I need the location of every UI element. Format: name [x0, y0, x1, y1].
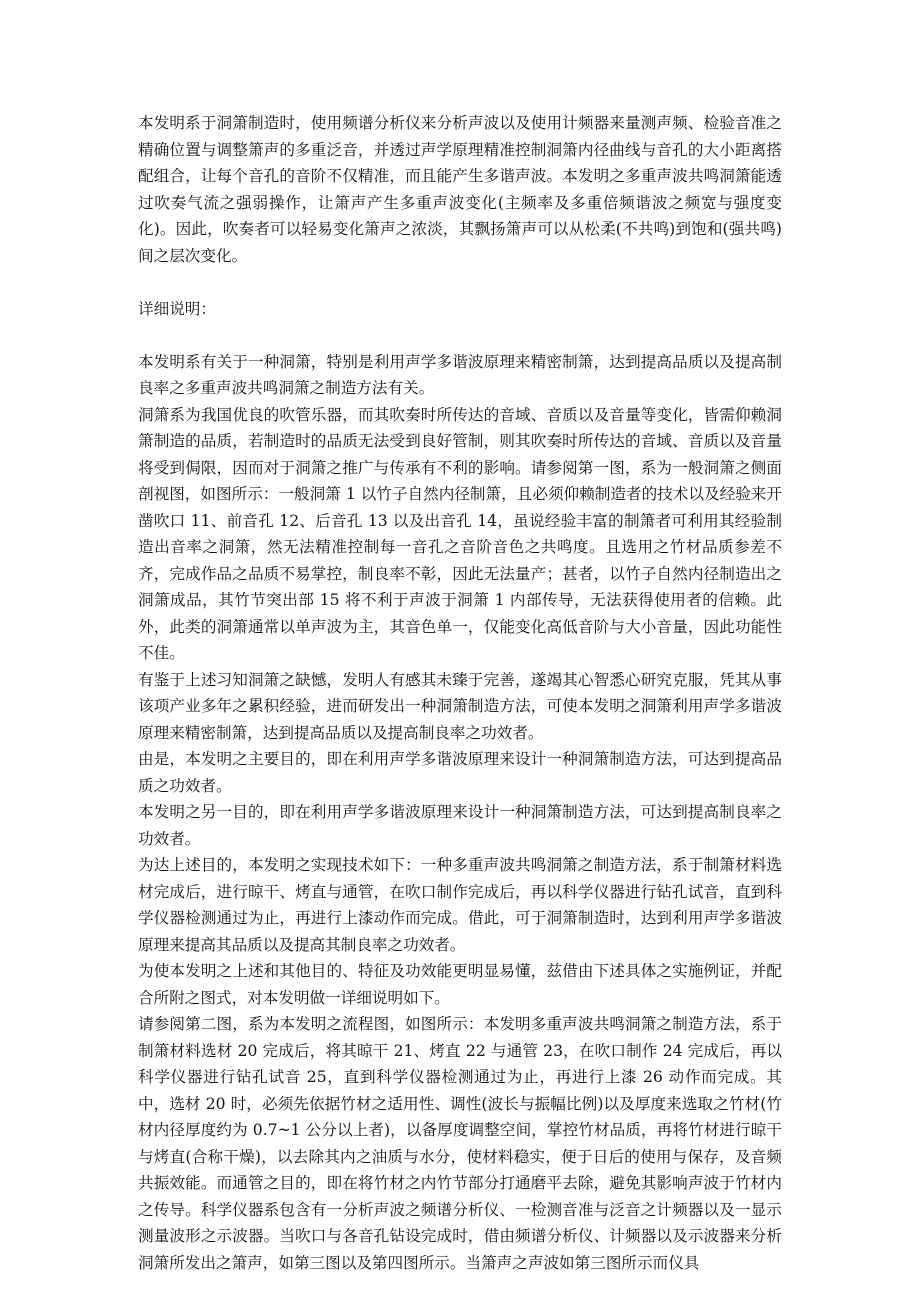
body-paragraph: 洞箫系为我国优良的吹管乐器，而其吹奏时所传达的音域、音质以及音量等变化，皆需仰赖洞箫制造的品质，若制造时的品质无法受到良好管制，则其吹奏时所传达的音域、音质以及音量将受到侷限，因而对于洞箫之推广与传承有不利的影响。请参阅第一图，系为一般洞箫之侧面剖视图，如图所示：一般洞箫 1 以竹子自然内径制箫，且必须仰赖制造者的技术以及经验来开凿吹口 11、前音孔 12、后音孔 13 以及出音孔 14，虽说经验丰富的制箫者可利用其经验制造出音率之洞箫，然无法精准控制每一音孔之音阶音色之共鸣度。且选用之竹材品质参差不齐，完成作品之品质不易掌控，制良率不彰，因此无法量产；甚者，以竹子自然内径制造出之洞箫成品，其竹节突出部 15 将不利于声波于洞箫 1 内部传导，无法获得使用者的信赖。此外，此类的洞箫通常以单声波为主，其音色单一，仅能变化高低音阶与大小音量，因此功能性不佳。 — [138, 405, 782, 662]
body-paragraph: 本发明系有关于一种洞箫，特别是利用声学多谐波原理来精密制箫，达到提高品质以及提高制良率之多重声波共鸣洞箫之制造方法有关。 — [138, 352, 782, 397]
blank-line — [138, 269, 782, 296]
body-paragraph: 为使本发明之上述和其他目的、特征及功效能更明显易懂，兹借由下述具体之实施例证，并配合所附之图式，对本发明做一详细说明如下。 — [138, 962, 782, 1007]
section-heading: 详细说明： — [138, 299, 216, 318]
body-paragraph: 本发明之另一目的，即在利用声学多谐波原理来设计一种洞箫制造方法，可达到提高制良率之功效者。 — [138, 803, 782, 848]
body-paragraph: 请参阅第二图，系为本发明之流程图，如图所示：本发明多重声波共鸣洞箫之制造方法，系于制箫材料选材 20 完成后，将其晾干 21、烤直 22 与通管 23，在吹口制作 24 完成后，再以科学仪器进行钻孔试音 25，直到科学仪器检测通过为止，再进行上漆 26 动作而完成。其中，选材 20 时，必须先依据竹材之适用性、调性(波长与振幅比例)以及厚度来选取之竹材(竹材内径厚度约为 0.7~1 公分以上者)，以备厚度调整空间，掌控竹材品质，再将竹材进行晾干与烤直(合称干燥)，以去除其内之油质与水分，使材料稳实，便于日后的使用与保存，及音频共振效能。而通管之目的，即在将竹材之内竹节部分打通磨平去除，避免其影响声波于竹材内之传导。科学仪器系包含有一分析声波之频谱分析仪、一检测音准与泛音之计频器以及一显示测量波形之示波器。当吹口与各音孔钻设完成时，借由频谱分析仪、计频器以及示波器来分析洞箫所发出之箫声，如第三图以及第四图所示。当箫声之声波如第三图所示而仪具 — [138, 1015, 782, 1272]
body-paragraph: 为达上述目的，本发明之实现技术如下：一种多重声波共鸣洞箫之制造方法，系于制箫材料选材完成后，进行晾干、烤直与通管，在吹口制作完成后，再以科学仪器进行钻孔试音，直到科学仪器检测通过为止，再进行上漆动作而完成。借此，可于洞箫制造时，达到利用声学多谐波原理来提高其品质以及提高其制良率之功效者。 — [138, 856, 782, 954]
blank-line — [138, 322, 782, 349]
body-paragraph: 由是，本发明之主要目的，即在利用声学多谐波原理来设计一种洞箫制造方法，可达到提高品质之功效者。 — [138, 750, 782, 795]
document-page — [138, 110, 782, 1276]
body-paragraph: 有鉴于上述习知洞箫之缺憾，发明人有感其未臻于完善，遂竭其心智悉心研究克服，凭其从事该项产业多年之累积经验，进而研发出一种洞箫制造方法，可使本发明之洞箫利用声学多谐波原理来精密制箫，达到提高品质以及提高制良率之功效者。 — [138, 670, 782, 742]
abstract-paragraph: 本发明系于洞箫制造时，使用频谱分析仪来分析声波以及使用计频器来量测声频、检验音准之精确位置与调整箫声的多重泛音，并透过声学原理精准控制洞箫内径曲线与音孔的大小距离搭配组合，让每个音孔的音阶不仅精准，而且能产生多谐声波。本发明之多重声波共鸣洞箫能透过吹奏气流之强弱操作，让箫声产生多重声波变化(主频率及多重倍频谐波之频宽与强度变化)。因此，吹奏者可以轻易变化箫声之浓淡，其飘扬箫声可以从松柔(不共鸣)到饱和(强共鸣)间之层次变化。 — [138, 114, 782, 265]
